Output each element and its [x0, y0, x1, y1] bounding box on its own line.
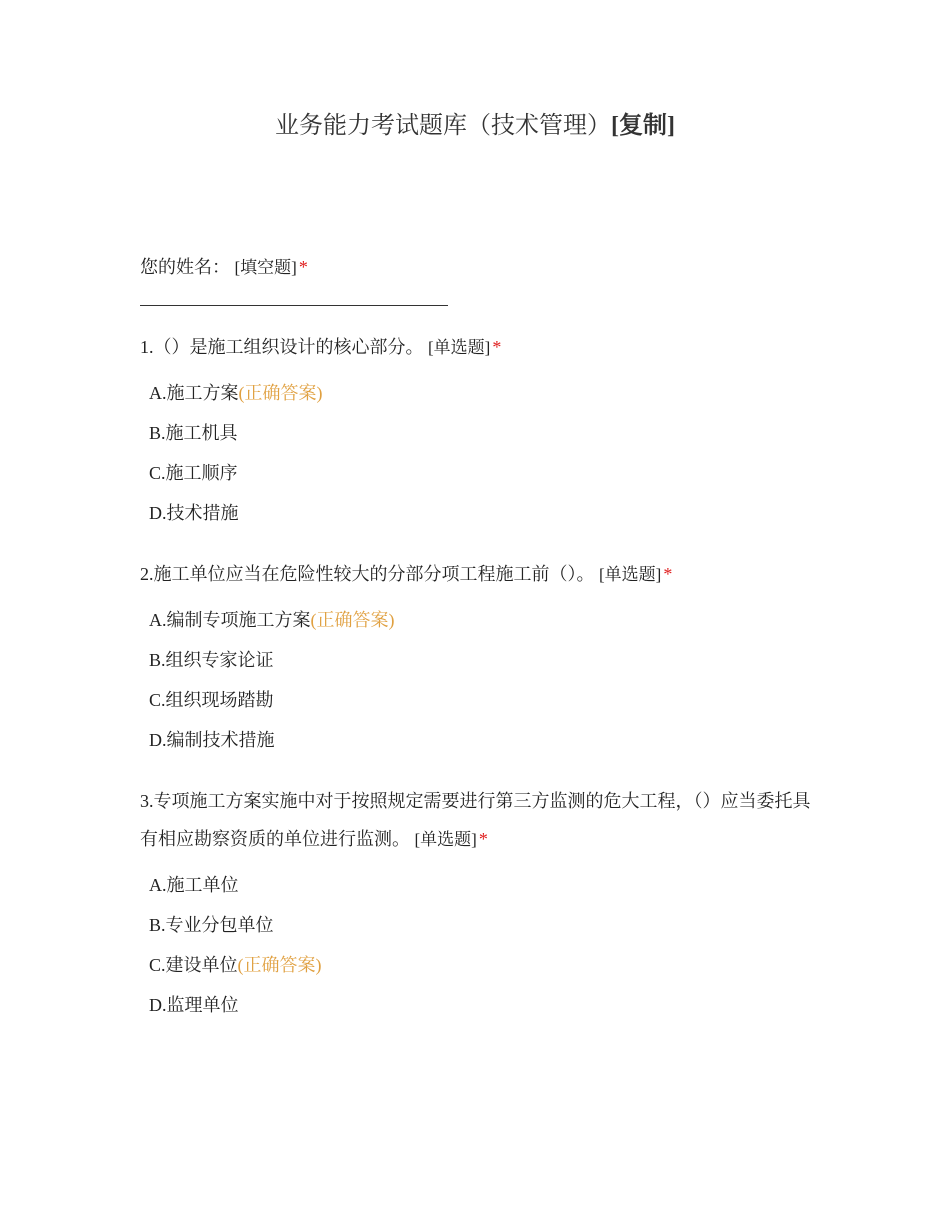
option-label: C.施工顺序	[149, 463, 238, 483]
name-label: 您的姓名：	[140, 257, 230, 277]
option-c[interactable]	[149, 453, 820, 493]
option-b[interactable]	[149, 640, 820, 680]
copy-tag: [复制]	[611, 113, 675, 139]
option-label: B.专业分包单位	[149, 915, 274, 935]
option-label: D.监理单位	[149, 995, 239, 1015]
question-text: 1.（）是施工组织设计的核心部分。	[140, 337, 424, 357]
option-label: D.编制技术措施	[149, 730, 275, 750]
option-label: A.施工方案	[149, 383, 239, 403]
question-3	[140, 782, 820, 1025]
option-a[interactable]	[149, 865, 820, 905]
option-a[interactable]	[149, 373, 820, 413]
question-title	[140, 782, 820, 859]
option-c[interactable]	[149, 680, 820, 720]
option-d[interactable]	[149, 720, 820, 760]
survey-title-text: 业务能力考试题库（技术管理）	[275, 113, 611, 139]
option-list	[140, 600, 820, 760]
correct-answer-tag: (正确答案)	[237, 955, 322, 975]
required-mark: *	[492, 337, 502, 357]
question-title	[140, 328, 820, 367]
question-type: [单选题]	[414, 830, 477, 849]
option-d[interactable]	[149, 493, 820, 533]
required-mark: *	[298, 257, 308, 277]
question-title	[140, 555, 820, 594]
option-label: B.组织专家论证	[149, 650, 274, 670]
question-1	[140, 328, 820, 533]
option-label: D.技术措施	[149, 503, 239, 523]
option-label: A.施工单位	[149, 875, 239, 895]
name-input-line[interactable]	[140, 305, 448, 306]
option-c[interactable]	[149, 945, 820, 985]
option-d[interactable]	[149, 985, 820, 1025]
correct-answer-tag: (正确答案)	[238, 383, 323, 403]
question-type: [填空题]	[234, 258, 297, 277]
survey-content	[140, 248, 820, 1047]
option-label: C.组织现场踏勘	[149, 690, 274, 710]
name-question	[140, 248, 820, 306]
required-mark: *	[478, 829, 488, 849]
question-text: 3.专项施工方案实施中对于按照规定需要进行第三方监测的危大工程，（）应当委托具有相应勘察资质的单位进行监测。	[140, 791, 811, 849]
option-b[interactable]	[149, 905, 820, 945]
question-type: [单选题]	[428, 338, 491, 357]
option-list	[140, 865, 820, 1025]
survey-title	[0, 110, 950, 142]
correct-answer-tag: (正确答案)	[310, 610, 395, 630]
option-label: A.编制专项施工方案	[149, 610, 311, 630]
option-label: B.施工机具	[149, 423, 238, 443]
question-2	[140, 555, 820, 760]
option-label: C.建设单位	[149, 955, 238, 975]
required-mark: *	[663, 564, 673, 584]
option-list	[140, 373, 820, 533]
option-a[interactable]	[149, 600, 820, 640]
question-text: 2.施工单位应当在危险性较大的分部分项工程施工前（）。	[140, 564, 595, 584]
question-type: [单选题]	[599, 565, 662, 584]
option-b[interactable]	[149, 413, 820, 453]
name-question-title	[140, 248, 820, 287]
